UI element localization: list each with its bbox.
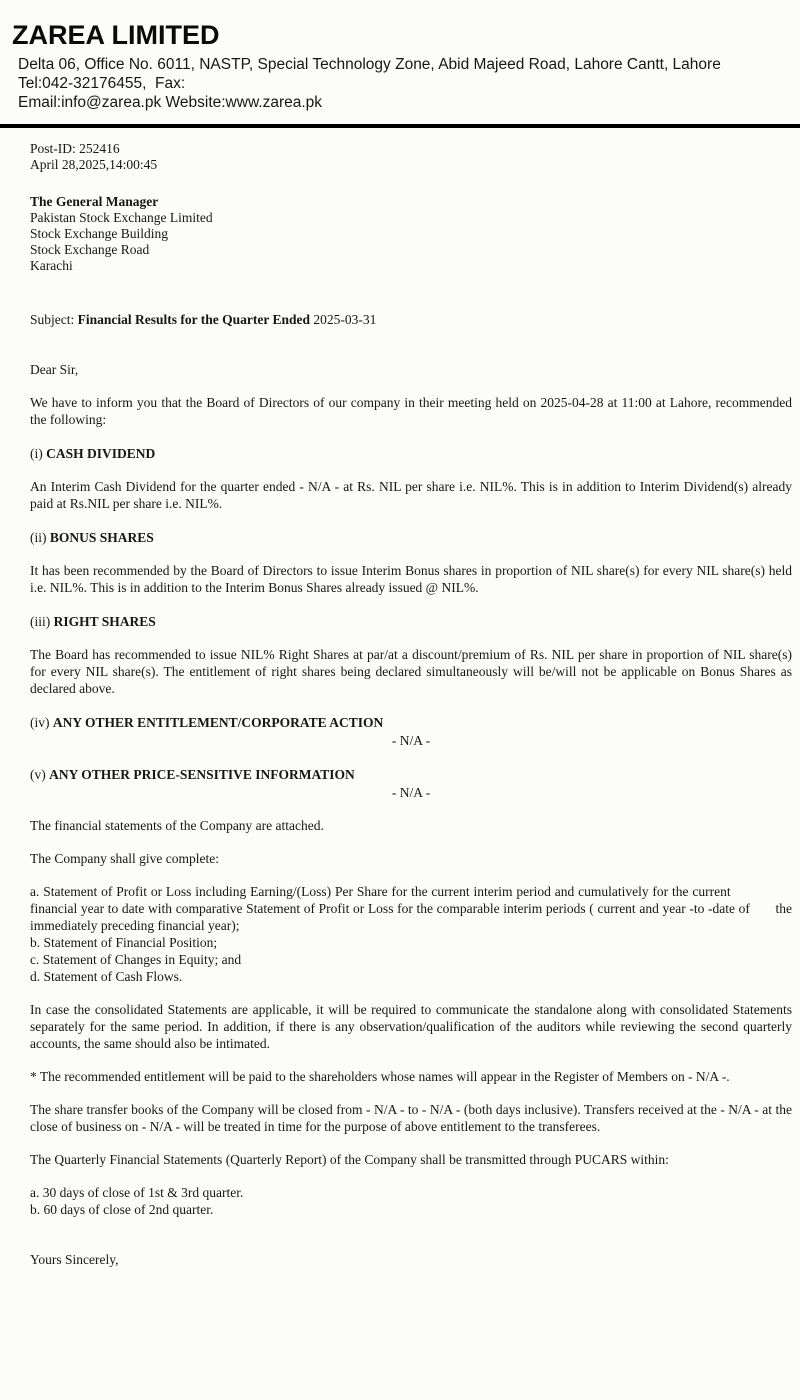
address-line-email-website: Email:info@zarea.pk Website:www.zarea.pk [18, 94, 323, 111]
section-number: (iii) [30, 614, 51, 629]
statement-item-b: b. Statement of Financial Position; [30, 935, 218, 950]
section-body-right-shares: The Board has recommended to issue NIL% Right Shares at par/at a discount/premium of Rs. NIL per share in proportion of NIL share(s) for every NIL share(s). The entitlement of right shares being declared simultaneously will be/will not be applicable on Bonus Shares as declared above. [30, 647, 792, 696]
na-value-price-sensitive: - N/A - [391, 785, 431, 800]
letterhead [0, 0, 800, 112]
attachment-note: The financial statements of the Company are attached. [30, 818, 324, 833]
statement-item-d: d. Statement of Cash Flows. [30, 969, 183, 984]
consolidated-paragraph: In case the consolidated Statements are applicable, it will be required to communicate the standalone along with consolidated Statements separately for the same period. In addition, if there is any observation/qualification of the auditors while reviewing the second quarterly accounts, the same should also be intimated. [30, 1002, 792, 1051]
section-heading-right-shares [30, 613, 792, 630]
pucars-paragraph: The Quarterly Financial Statements (Quarterly Report) of the Company shall be transmitted through PUCARS within: [30, 1152, 669, 1167]
quarter-deadline-item: a. 30 days of close of 1st & 3rd quarter. [30, 1185, 244, 1200]
statement-item-a: a. Statement of Profit or Loss including Earning/(Loss) Per Share for the current interim period and cumulatively for the current financial year to date with comparative Statement of Profit or Loss for the comparable interim periods ( current and year -to -date of the immediately preceding financial year); [30, 884, 792, 933]
section-title: ANY OTHER PRICE-SENSITIVE INFORMATION [49, 767, 355, 782]
address-line: Delta 06, Office No. 6011, NASTP, Special Technology Zone, Abid Majeed Road, Lahore Cantt, Lahore [18, 56, 721, 73]
subject-line [30, 311, 792, 328]
address-line-tel-fax: Tel:042-32176455, Fax: [18, 75, 186, 92]
section-heading-other-entitlement [30, 714, 792, 731]
recipient-block [30, 194, 792, 274]
quarter-deadlines-list [30, 1184, 792, 1218]
closing-line: Yours Sincerely, [30, 1252, 119, 1267]
section-heading-cash-dividend [30, 445, 792, 462]
statement-item-c: c. Statement of Changes in Equity; and [30, 952, 242, 967]
post-id: Post-ID: 252416 [30, 141, 120, 156]
letterhead-address [18, 55, 788, 112]
divider-rule [0, 124, 800, 128]
subject-date: 2025-03-31 [313, 312, 377, 327]
transfer-books-paragraph: The share transfer books of the Company will be closed from - N/A - to - N/A - (both days inclusive). Transfers received at the - N/A - at the close of business on - N/A - will be treated in time for the purpose of above entitlement to the transferees. [30, 1102, 792, 1134]
section-title: ANY OTHER ENTITLEMENT/CORPORATE ACTION [52, 715, 384, 730]
letter-body [0, 141, 800, 1268]
section-number: (ii) [30, 530, 47, 545]
salutation: Dear Sir, [30, 362, 79, 377]
section-title: BONUS SHARES [49, 530, 154, 545]
section-number: (v) [30, 767, 46, 782]
section-body-cash-dividend: An Interim Cash Dividend for the quarter ended - N/A - at Rs. NIL per share i.e. NIL%. This is in addition to Interim Dividend(s) already paid at Rs.NIL per share i.e. NIL%. [30, 479, 792, 511]
quarter-deadline-item: b. 60 days of close of 2nd quarter. [30, 1202, 214, 1217]
recipient-line: Stock Exchange Road [30, 242, 150, 257]
section-body-bonus-shares: It has been recommended by the Board of Directors to issue Interim Bonus shares in proportion of NIL share(s) for every NIL share(s) held i.e. NIL%. This is in addition to the Interim Bonus Shares already issued @ NIL%. [30, 563, 792, 595]
recipient-line: Pakistan Stock Exchange Limited [30, 210, 213, 225]
section-number: (iv) [30, 715, 50, 730]
subject-label: Subject: [30, 312, 75, 327]
post-datetime: April 28,2025,14:00:45 [30, 157, 158, 172]
recipient-title: The General Manager [30, 194, 159, 209]
recipient-line: Karachi [30, 258, 73, 273]
section-number: (i) [30, 446, 43, 461]
meta-block [30, 141, 792, 173]
intro-paragraph: We have to inform you that the Board of Directors of our company in their meeting held on 2025-04-28 at 11:00 at Lahore, recommended the following: [30, 395, 792, 427]
section-title: RIGHT SHARES [53, 614, 156, 629]
register-note: * The recommended entitlement will be paid to the shareholders whose names will appear in the Register of Members on - N/A -. [30, 1069, 730, 1084]
section-heading-price-sensitive [30, 766, 792, 783]
section-title: CASH DIVIDEND [46, 446, 156, 461]
recipient-line: Stock Exchange Building [30, 226, 168, 241]
na-value-other-entitlement: - N/A - [391, 733, 431, 748]
statements-list [30, 883, 792, 985]
company-name: ZAREA LIMITED [12, 20, 220, 50]
section-heading-bonus-shares [30, 529, 792, 546]
subject-title: Financial Results for the Quarter Ended [77, 312, 311, 327]
complete-note: The Company shall give complete: [30, 851, 219, 866]
